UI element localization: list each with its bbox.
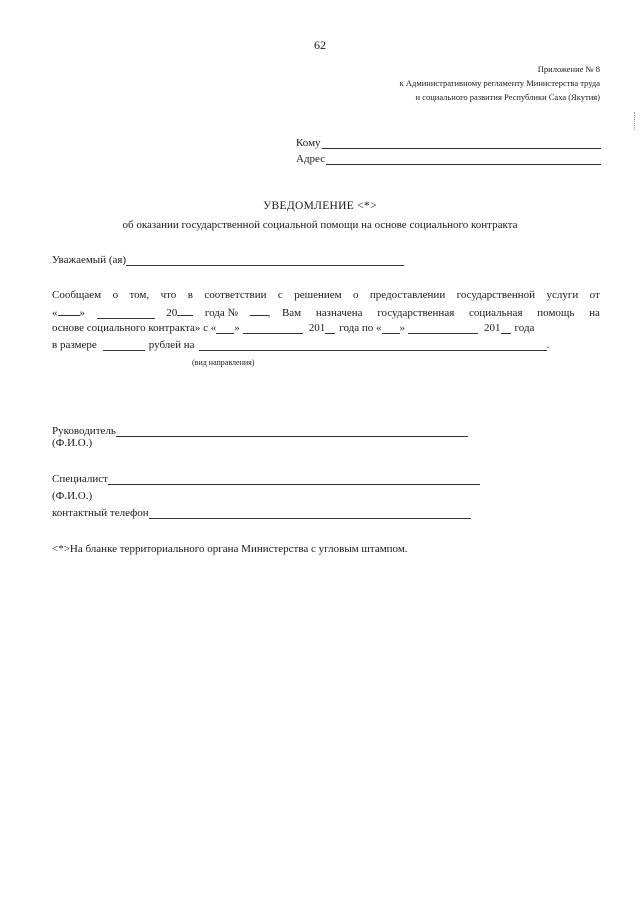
date-month-line — [97, 308, 155, 319]
body-word: в — [187, 289, 193, 301]
recipient-to-line — [322, 138, 601, 149]
body-line-2-rest — [282, 307, 600, 319]
specialist-fio: (Ф.И.О.) — [52, 490, 93, 502]
body-word: о — [112, 289, 119, 301]
phone-label: контактный телефон — [52, 507, 149, 519]
appendix-line-3: и социального развития Республики Саха (Якутия) — [415, 92, 600, 102]
body-word: том, — [129, 289, 150, 301]
date-group: « » — [52, 307, 85, 319]
decision-number-group: , — [250, 305, 271, 319]
body-word: государственная — [377, 307, 455, 319]
notice-subtitle: об оказании государственной социальной помощи на основе социального контракта — [122, 219, 518, 231]
body-word: Вам — [281, 307, 302, 319]
body-word: социальная — [469, 307, 523, 319]
page-number: 62 — [314, 38, 326, 52]
appendix-header — [300, 62, 600, 104]
phone-line — [149, 508, 471, 519]
recipient-address-row — [296, 153, 601, 165]
phone-row — [52, 507, 471, 519]
decision-number-label: года № — [204, 307, 238, 319]
body-word: помощь — [537, 307, 575, 319]
body-word: от — [589, 289, 600, 301]
body-word: на — [589, 307, 600, 319]
specialist-line — [108, 474, 480, 485]
recipient-to-label: Кому — [296, 137, 321, 149]
body-word: что — [160, 289, 177, 301]
appendix-line-2: к Административному регламенту Министерства труда — [399, 78, 600, 88]
head-label: Руководитель — [52, 425, 116, 437]
direction-caption: (вид направления) — [192, 358, 255, 367]
greeting-row — [52, 254, 404, 266]
body-word: Сообщаем — [52, 289, 102, 301]
year-group: 20 — [166, 305, 193, 319]
body-line-4: в размере рублей на . — [52, 339, 550, 351]
greeting-line — [126, 255, 404, 266]
recipient-address-line — [326, 154, 601, 165]
head-row — [52, 425, 468, 437]
specialist-row — [52, 473, 480, 485]
specialist-label: Специалист — [52, 473, 108, 485]
recipient-to-row — [296, 137, 601, 149]
recipient-address-label: Адрес — [296, 153, 326, 165]
head-fio: (Ф.И.О.) — [52, 437, 93, 449]
notice-title: УВЕДОМЛЕНИЕ <*> — [263, 200, 377, 212]
body-word: с — [277, 289, 283, 301]
scan-mark — [634, 112, 636, 130]
body-line-1 — [52, 289, 600, 301]
body-word: о — [353, 289, 359, 301]
body-line-2 — [52, 305, 600, 319]
body-word: предоставлении — [369, 289, 446, 301]
body-word: решением — [294, 289, 342, 301]
body-word: государственной — [456, 289, 536, 301]
head-line — [116, 426, 468, 437]
greeting-label: Уважаемый (ая) — [52, 254, 127, 266]
footnote: <*>На бланке территориального органа Министерства с угловым штампом. — [52, 543, 408, 555]
appendix-line-1: Приложение № 8 — [537, 64, 600, 74]
body-word: назначена — [315, 307, 363, 319]
body-word: соответствии — [204, 289, 267, 301]
body-line-3: основе социального контракта» с « » 201 года по « » 201 года — [52, 322, 535, 334]
body-word: услуги — [546, 289, 579, 301]
